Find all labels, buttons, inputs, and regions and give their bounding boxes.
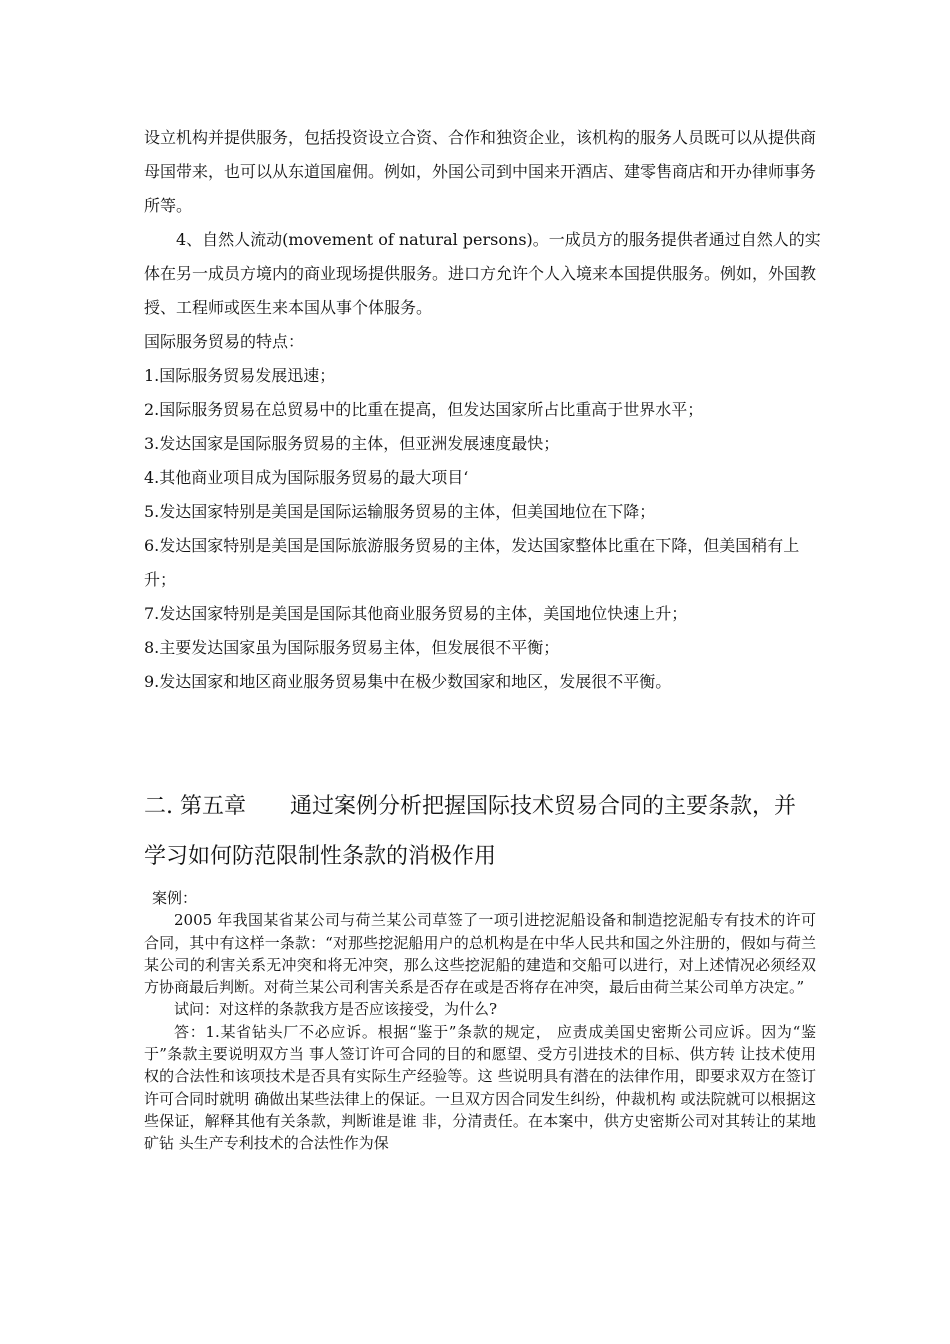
chapter-heading-line-2: 学习如何防范限制性条款的消极作用 bbox=[144, 844, 497, 869]
feature-item: 2.国际服务贸易在总贸易中的比重在提高，但发达国家所占比重高于世界水平； bbox=[144, 400, 704, 419]
feature-item: 1.国际服务贸易发展迅速； bbox=[144, 366, 336, 385]
feature-item: 4.其他商业项目成为国际服务贸易的最大项目‘ bbox=[144, 468, 469, 487]
paragraph-commercial-presence: 设立机构并提供服务，包括投资设立合资、合作和独资企业，该机构的服务人员既可以从提供商母国带来，也可以从东道国雇佣。例如，外国公司到中国来开酒店、建零售商店和开办律师事务所等。 bbox=[144, 128, 817, 215]
chapter-heading bbox=[144, 782, 824, 882]
feature-item: 3.发达国家是国际服务贸易的主体，但亚洲发展速度最快； bbox=[144, 434, 560, 453]
features-title: 国际服务贸易的特点： bbox=[144, 332, 305, 351]
feature-item: 6.发达国家特别是美国是国际旅游服务贸易的主体，发达国家整体比重在下降，但美国稍有上升； bbox=[144, 536, 800, 589]
paragraph-natural-persons: 4、自然人流动(movement of natural persons)。一成员方的服务提供者通过自然人的实体在另一成员方境内的商业现场提供服务。进口方允许个人入境来本国提供服务。例如，外国教授、工程师或医生来本国从事个体服务。 bbox=[144, 230, 821, 317]
case-study bbox=[144, 887, 816, 1155]
feature-item: 8.主要发达国家虽为国际服务贸易主体，但发展很不平衡； bbox=[144, 638, 560, 657]
chapter-heading-line-1: 二. 第五章 通过案例分析把握国际技术贸易合同的主要条款，并 bbox=[144, 794, 796, 819]
feature-item: 9.发达国家和地区商业服务贸易集中在极少数国家和地区，发展很不平衡。 bbox=[144, 672, 672, 691]
case-text: 2005 年我国某省某公司与荷兰某公司草签了一项引进挖泥船设备和制造挖泥船专有技术的许可合同，其中有这样一条款：“对那些挖泥船用户的总机构是在中华人民共和国之外注册的，假如与荷兰某公司的利害关系无冲突和将无冲突，那么这些挖泥船的建造和交船可以进行，对上述情况必须经双方协商最后判断。对荷兰某公司利害关系是否存在或是否将存在冲突，最后由荷兰某公司单方决定。” bbox=[144, 911, 816, 997]
case-label: 案例： bbox=[152, 889, 198, 907]
feature-item: 7.发达国家特别是美国是国际其他商业服务贸易的主体，美国地位快速上升； bbox=[144, 604, 688, 623]
section-services bbox=[144, 121, 824, 699]
case-question: 试问：对这样的条款我方是否应该接受，为什么? bbox=[174, 1000, 498, 1019]
feature-item: 5.发达国家特别是美国是国际运输服务贸易的主体，但美国地位在下降； bbox=[144, 502, 656, 521]
case-answer: 答：1.某省钻头厂不必应诉。根据“鉴于”条款的规定， 应责成美国史密斯公司应诉。因为“鉴于”条款主要说明双方当 事人签订许可合同的目的和愿望、受方引进技术的目标、供方转 让技术使用权的合法性和该项技术是否具有实际生产经验等。这 些说明具有潜在的法律作用，即要求双方在签订许可合同时就明 确做出某些法律上的保证。一旦双方因合同发生纠纷，仲裁机构 或法院就可以根据这些保证，解释其他有关条款，判断谁是谁 非，分清责任。在本案中，供方史密斯公司对其转让的某地矿钻 头生产专利技术的合法性作为保 bbox=[144, 1022, 816, 1153]
